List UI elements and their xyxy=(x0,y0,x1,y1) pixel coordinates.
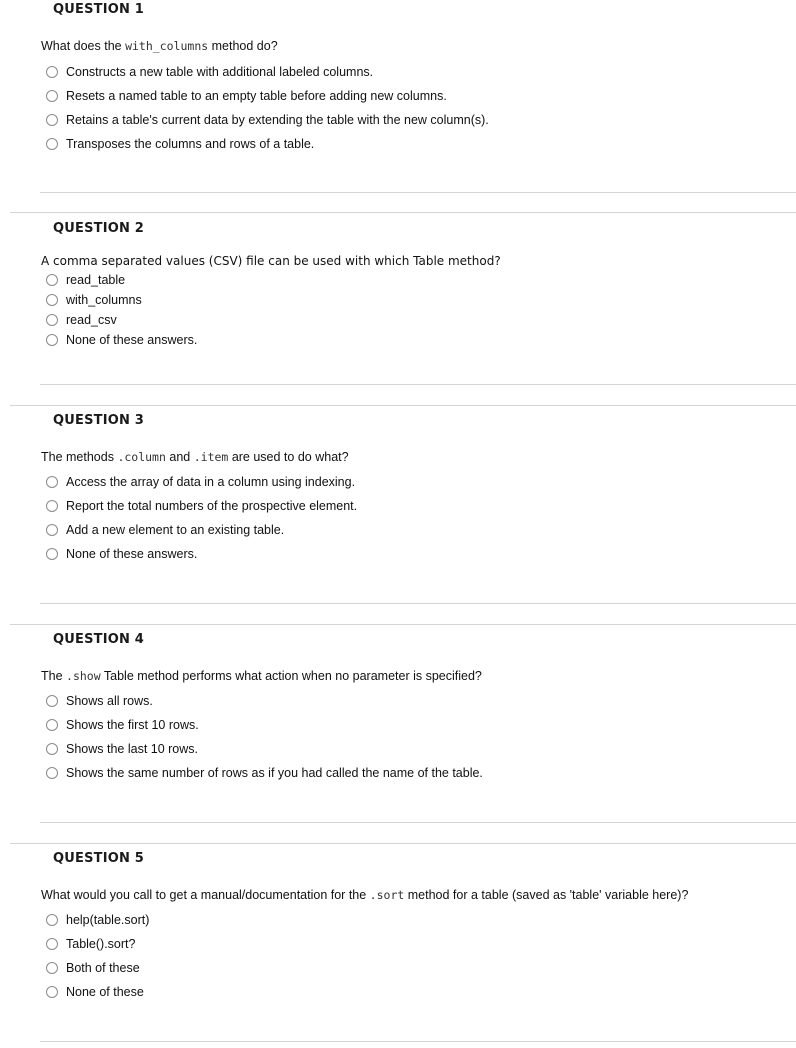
divider xyxy=(10,624,796,625)
option-label: Transposes the columns and rows of a table. xyxy=(66,137,315,151)
question-2-option-1[interactable] xyxy=(46,272,125,288)
radio-button[interactable] xyxy=(46,986,58,998)
question-5-title: QUESTION 5 xyxy=(53,851,145,866)
code-with-columns: with_columns xyxy=(125,39,209,53)
option-label: None of these xyxy=(66,985,144,999)
radio-button[interactable] xyxy=(46,767,58,779)
radio-button[interactable] xyxy=(46,524,58,536)
option-label: None of these answers. xyxy=(66,547,198,561)
question-4-option-2[interactable] xyxy=(46,717,199,733)
radio-button[interactable] xyxy=(46,500,58,512)
question-4-option-4[interactable] xyxy=(46,765,483,781)
option-label: Constructs a new table with additional labeled columns. xyxy=(66,65,374,79)
option-label: read_table xyxy=(66,273,126,287)
question-5-option-1[interactable] xyxy=(46,912,149,928)
radio-button[interactable] xyxy=(46,138,58,150)
radio-button[interactable] xyxy=(46,695,58,707)
radio-button[interactable] xyxy=(46,114,58,126)
divider xyxy=(10,212,796,213)
question-2-prompt: A comma separated values (CSV) file can be used with which Table method? xyxy=(41,254,501,268)
question-1-option-1[interactable] xyxy=(46,64,373,80)
question-5-option-4[interactable] xyxy=(46,984,144,1000)
question-1-option-3[interactable] xyxy=(46,112,489,128)
option-label: Retains a table's current data by extending the table with the new column(s). xyxy=(66,113,489,127)
radio-button[interactable] xyxy=(46,476,58,488)
radio-button[interactable] xyxy=(46,314,58,326)
option-label: help(table.sort) xyxy=(66,913,150,927)
question-1-option-2[interactable] xyxy=(46,88,447,104)
question-1-prompt: What does the with_columns method do? xyxy=(41,39,278,53)
question-4-prompt: The .show Table method performs what action when no parameter is specified? xyxy=(41,669,482,683)
divider xyxy=(40,192,796,193)
radio-button[interactable] xyxy=(46,274,58,286)
option-label: Access the array of data in a column using indexing. xyxy=(66,475,356,489)
option-label: Shows the last 10 rows. xyxy=(66,742,199,756)
question-5-option-3[interactable] xyxy=(46,960,140,976)
divider xyxy=(40,1041,796,1042)
option-label: Add a new element to an existing table. xyxy=(66,523,285,537)
divider xyxy=(40,822,796,823)
question-5-prompt: What would you call to get a manual/documentation for the .sort method for a table (saved as 'table' variable here)? xyxy=(41,888,689,902)
divider xyxy=(40,384,796,385)
question-4-option-3[interactable] xyxy=(46,741,198,757)
option-label: with_columns xyxy=(66,293,142,307)
radio-button[interactable] xyxy=(46,719,58,731)
question-3-prompt: The methods .column and .item are used to do what? xyxy=(41,450,349,464)
radio-button[interactable] xyxy=(46,548,58,560)
divider xyxy=(40,603,796,604)
question-4-option-1[interactable] xyxy=(46,693,153,709)
radio-button[interactable] xyxy=(46,334,58,346)
option-label: read_csv xyxy=(66,313,117,327)
question-1-title: QUESTION 1 xyxy=(53,2,145,17)
question-2-option-4[interactable] xyxy=(46,332,197,348)
code-column: .column xyxy=(117,450,166,464)
question-1-option-4[interactable] xyxy=(46,136,314,152)
question-4-title: QUESTION 4 xyxy=(53,632,145,647)
option-label: Table().sort? xyxy=(66,937,136,951)
question-3-option-3[interactable] xyxy=(46,522,284,538)
question-3-title: QUESTION 3 xyxy=(53,413,145,428)
question-5-option-2[interactable] xyxy=(46,936,135,952)
code-item: .item xyxy=(193,450,229,464)
question-2-option-3[interactable] xyxy=(46,312,117,328)
radio-button[interactable] xyxy=(46,90,58,102)
radio-button[interactable] xyxy=(46,914,58,926)
radio-button[interactable] xyxy=(46,743,58,755)
divider xyxy=(10,843,796,844)
option-label: Both of these xyxy=(66,961,140,975)
code-show: .show xyxy=(66,669,101,683)
question-2-title: QUESTION 2 xyxy=(53,221,145,236)
radio-button[interactable] xyxy=(46,66,58,78)
option-label: Report the total numbers of the prospective element. xyxy=(66,499,358,513)
option-label: Shows the same number of rows as if you had called the name of the table. xyxy=(66,766,483,780)
option-label: Shows all rows. xyxy=(66,694,153,708)
divider xyxy=(10,405,796,406)
radio-button[interactable] xyxy=(46,938,58,950)
option-label: Shows the first 10 rows. xyxy=(66,718,199,732)
option-label: None of these answers. xyxy=(66,333,198,347)
code-sort: .sort xyxy=(369,888,405,902)
question-3-option-1[interactable] xyxy=(46,474,355,490)
question-3-option-4[interactable] xyxy=(46,546,197,562)
question-3-option-2[interactable] xyxy=(46,498,357,514)
radio-button[interactable] xyxy=(46,294,58,306)
option-label: Resets a named table to an empty table before adding new columns. xyxy=(66,89,447,103)
radio-button[interactable] xyxy=(46,962,58,974)
question-2-option-2[interactable] xyxy=(46,292,142,308)
